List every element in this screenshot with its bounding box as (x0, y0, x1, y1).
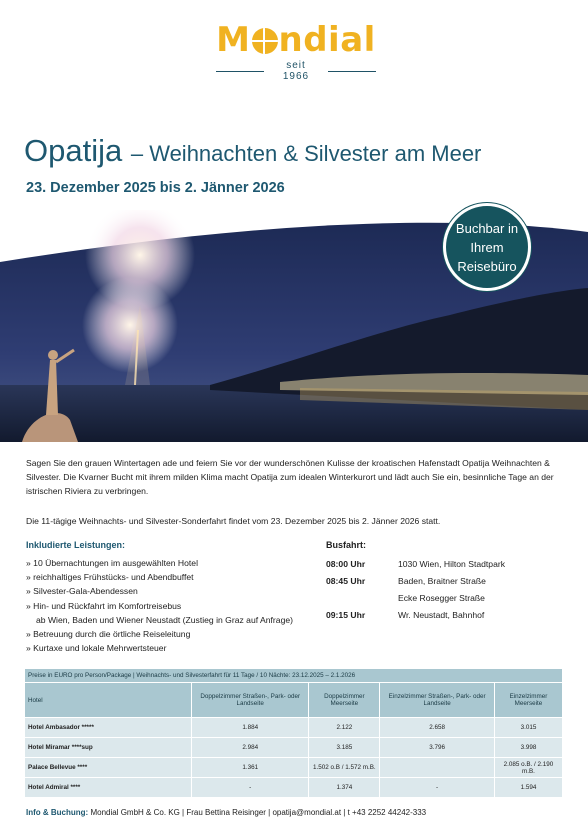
logo-wordmark: M ndial (216, 20, 376, 60)
list-item: » Hin- und Rückfahrt im Komfortreisebus (26, 599, 326, 613)
bus-title: Busfahrt: (326, 540, 366, 550)
bus-stop: 09:15 Uhr Wr. Neustadt, Bahnhof (326, 610, 485, 620)
footer-contact: Info & Buchung: Mondial GmbH & Co. KG | Frau Bettina Reisinger | opatija@mondial.at | t +43 2252 44242-333 (26, 808, 427, 817)
price-caption: Preise in EURO pro Person/Package | Weihnachts- und Silvesterfahrt für 11 Tage / 10 Nächte: 23.12.2025 – 2.1.2026 (25, 669, 563, 683)
list-item: ab Wien, Baden und Wiener Neustadt (Zustieg in Graz auf Anfrage) (36, 614, 293, 625)
table-row: Palace Bellevue **** 1.361 1.502 o.B / 1.572 m.B. 2.085 o.B. / 2.190 m.B. (25, 758, 563, 778)
mondial-logo (216, 22, 376, 82)
col-header: Doppelzimmer Straßen-, Park- oder Landseite (192, 683, 309, 718)
list-item: » 10 Übernachtungen im ausgewählten Hotel (26, 556, 326, 570)
col-header: Hotel (25, 683, 192, 718)
intro-text: Sagen Sie den grauen Wintertagen ade und feiern Sie vor der wunderschönen Kulisse der kroatischen Hafenstadt Opatija Weihnachten & Silvester. Die Kvarner Bucht mit ihrem milden Klima macht Opatija zum idealen Winterkurort und lädt auch Sie ein, besinnliche Tage an der istrischen Riviera zu verbringen. (26, 458, 554, 496)
list-item: » Betreuung durch die örtliche Reiseleitung (26, 627, 326, 641)
travel-dates: 23. Dezember 2025 bis 2. Jänner 2026 (26, 180, 285, 196)
col-header: Einzelzimmer Straßen-, Park- oder Landseite (380, 683, 495, 718)
list-item: » Silvester-Gala-Abendessen (26, 584, 326, 598)
bus-schedule (326, 556, 505, 624)
included-list (26, 556, 326, 655)
included-title: Inkludierte Leistungen: (26, 540, 126, 550)
bus-stop: 08:45 Uhr Baden, Braitner Straße (326, 576, 486, 586)
title-main: Opatija (24, 133, 123, 168)
list-item: » reichhaltiges Frühstücks- und Abendbuffet (26, 570, 326, 584)
bus-stop: 08:00 Uhr 1030 Wien, Hilton Stadtpark (326, 559, 506, 569)
logo-tagline: seit 1966 (216, 60, 376, 82)
page-title (24, 133, 481, 169)
col-header: Doppelzimmer Meerseite (309, 683, 380, 718)
bookable-badge: Buchbar in Ihrem Reisebüro (443, 203, 531, 291)
col-header: Einzelzimmer Meerseite (494, 683, 562, 718)
title-sub: – Weihnachten & Silvester am Meer (130, 141, 482, 166)
table-row: Hotel Miramar ****sup 2.984 3.185 3.796 3.998 (25, 738, 563, 758)
bus-stop: Ecke Rosegger Straße (398, 593, 485, 603)
table-row: Hotel Admiral **** - 1.374 - 1.594 (25, 778, 563, 798)
globe-icon (252, 28, 278, 54)
price-table (24, 668, 563, 798)
table-row: Hotel Ambasador ***** 1.884 2.122 2.658 3.015 (25, 718, 563, 738)
list-item: » Kurtaxe und lokale Mehrwertsteuer (26, 641, 326, 655)
intro-text-2: Die 11-tägige Weihnachts- und Silvester-Sonderfahrt findet vom 23. Dezember 2025 bis 2. Jänner 2026 statt. (26, 516, 441, 526)
